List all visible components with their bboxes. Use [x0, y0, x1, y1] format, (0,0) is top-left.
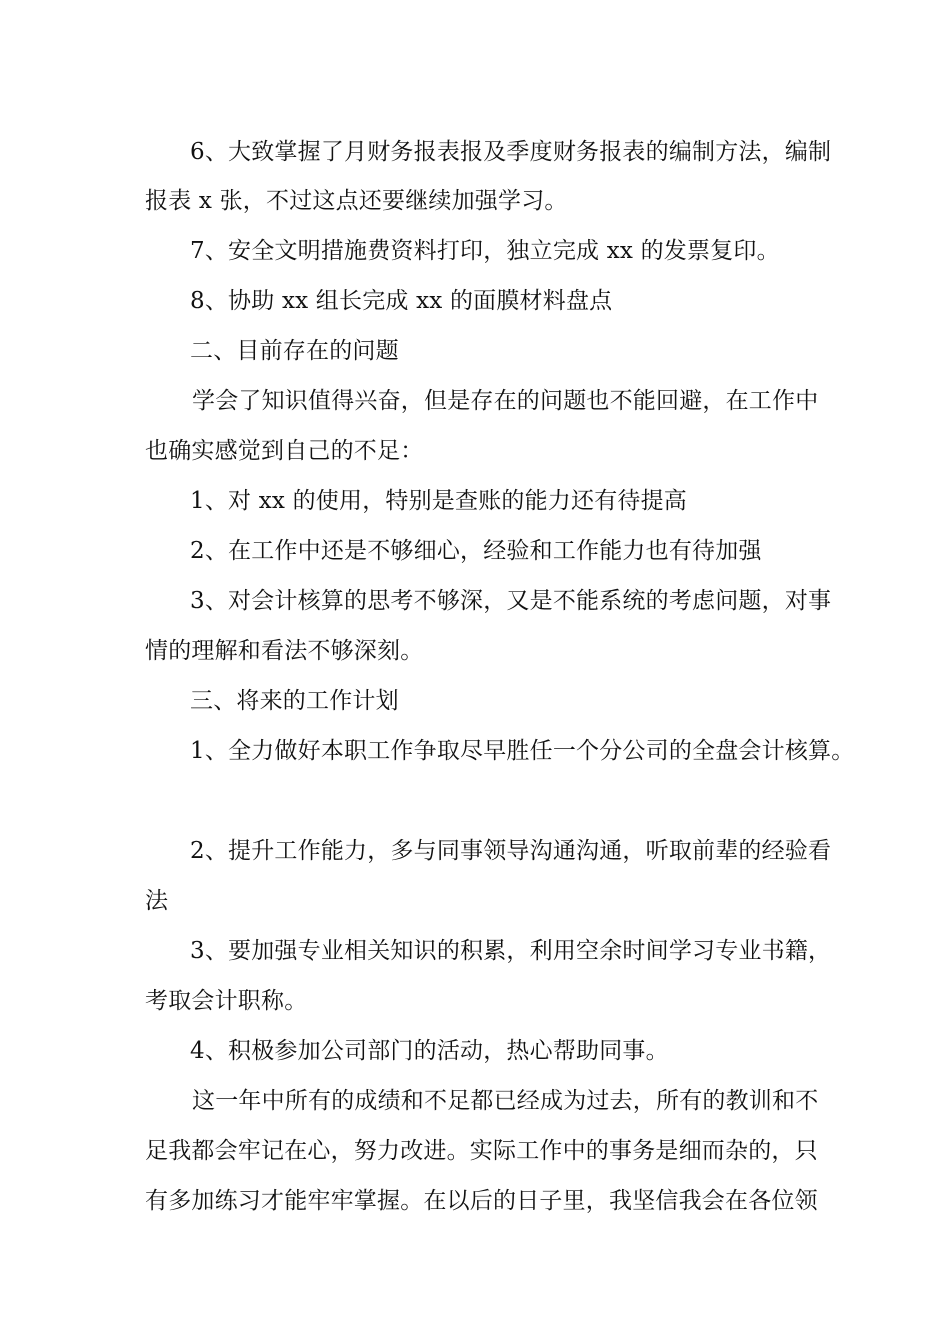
list-item: 1、对 xx 的使用，特别是查账的能力还有待提高 [190, 488, 687, 514]
list-item: 3、要加强专业相关知识的积累，利用空余时间学习专业书籍， [190, 938, 832, 964]
paragraph-line: 6、大致掌握了月财务报表报及季度财务报表的编制方法，编制 [190, 139, 832, 165]
list-item: 1、全力做好本职工作争取尽早胜任一个分公司的全盘会计核算。 [190, 738, 855, 764]
list-item: 3、对会计核算的思考不够深，又是不能系统的考虑问题，对事 [190, 588, 832, 614]
section-heading: 二、目前存在的问题 [190, 338, 399, 364]
paragraph-line: 7、安全文明措施费资料打印，独立完成 xx 的发票复印。 [190, 238, 780, 264]
paragraph-line: 考取会计职称。 [145, 988, 308, 1014]
section-heading: 三、将来的工作计划 [190, 688, 399, 714]
list-item: 4、积极参加公司部门的活动，热心帮助同事。 [190, 1038, 669, 1064]
list-item: 2、提升工作能力，多与同事领导沟通沟通，听取前辈的经验看 [190, 838, 832, 864]
paragraph-line: 8、协助 xx 组长完成 xx 的面膜材料盘点 [190, 288, 613, 314]
paragraph-line: 这一年中所有的成绩和不足都已经成为过去，所有的教训和不 [192, 1088, 819, 1114]
paragraph-line: 报表 x 张，不过这点还要继续加强学习。 [145, 188, 568, 214]
list-item: 2、在工作中还是不够细心，经验和工作能力也有待加强 [190, 538, 762, 564]
paragraph-line: 法 [145, 888, 169, 914]
paragraph-line: 也确实感觉到自己的不足： [145, 438, 424, 464]
paragraph-line: 有多加练习才能牢牢掌握。在以后的日子里，我坚信我会在各位领 [145, 1188, 818, 1214]
paragraph-line: 足我都会牢记在心，努力改进。实际工作中的事务是细而杂的，只 [145, 1138, 818, 1164]
paragraph-line: 情的理解和看法不够深刻。 [145, 638, 424, 664]
paragraph-line: 学会了知识值得兴奋，但是存在的问题也不能回避，在工作中 [192, 388, 819, 414]
